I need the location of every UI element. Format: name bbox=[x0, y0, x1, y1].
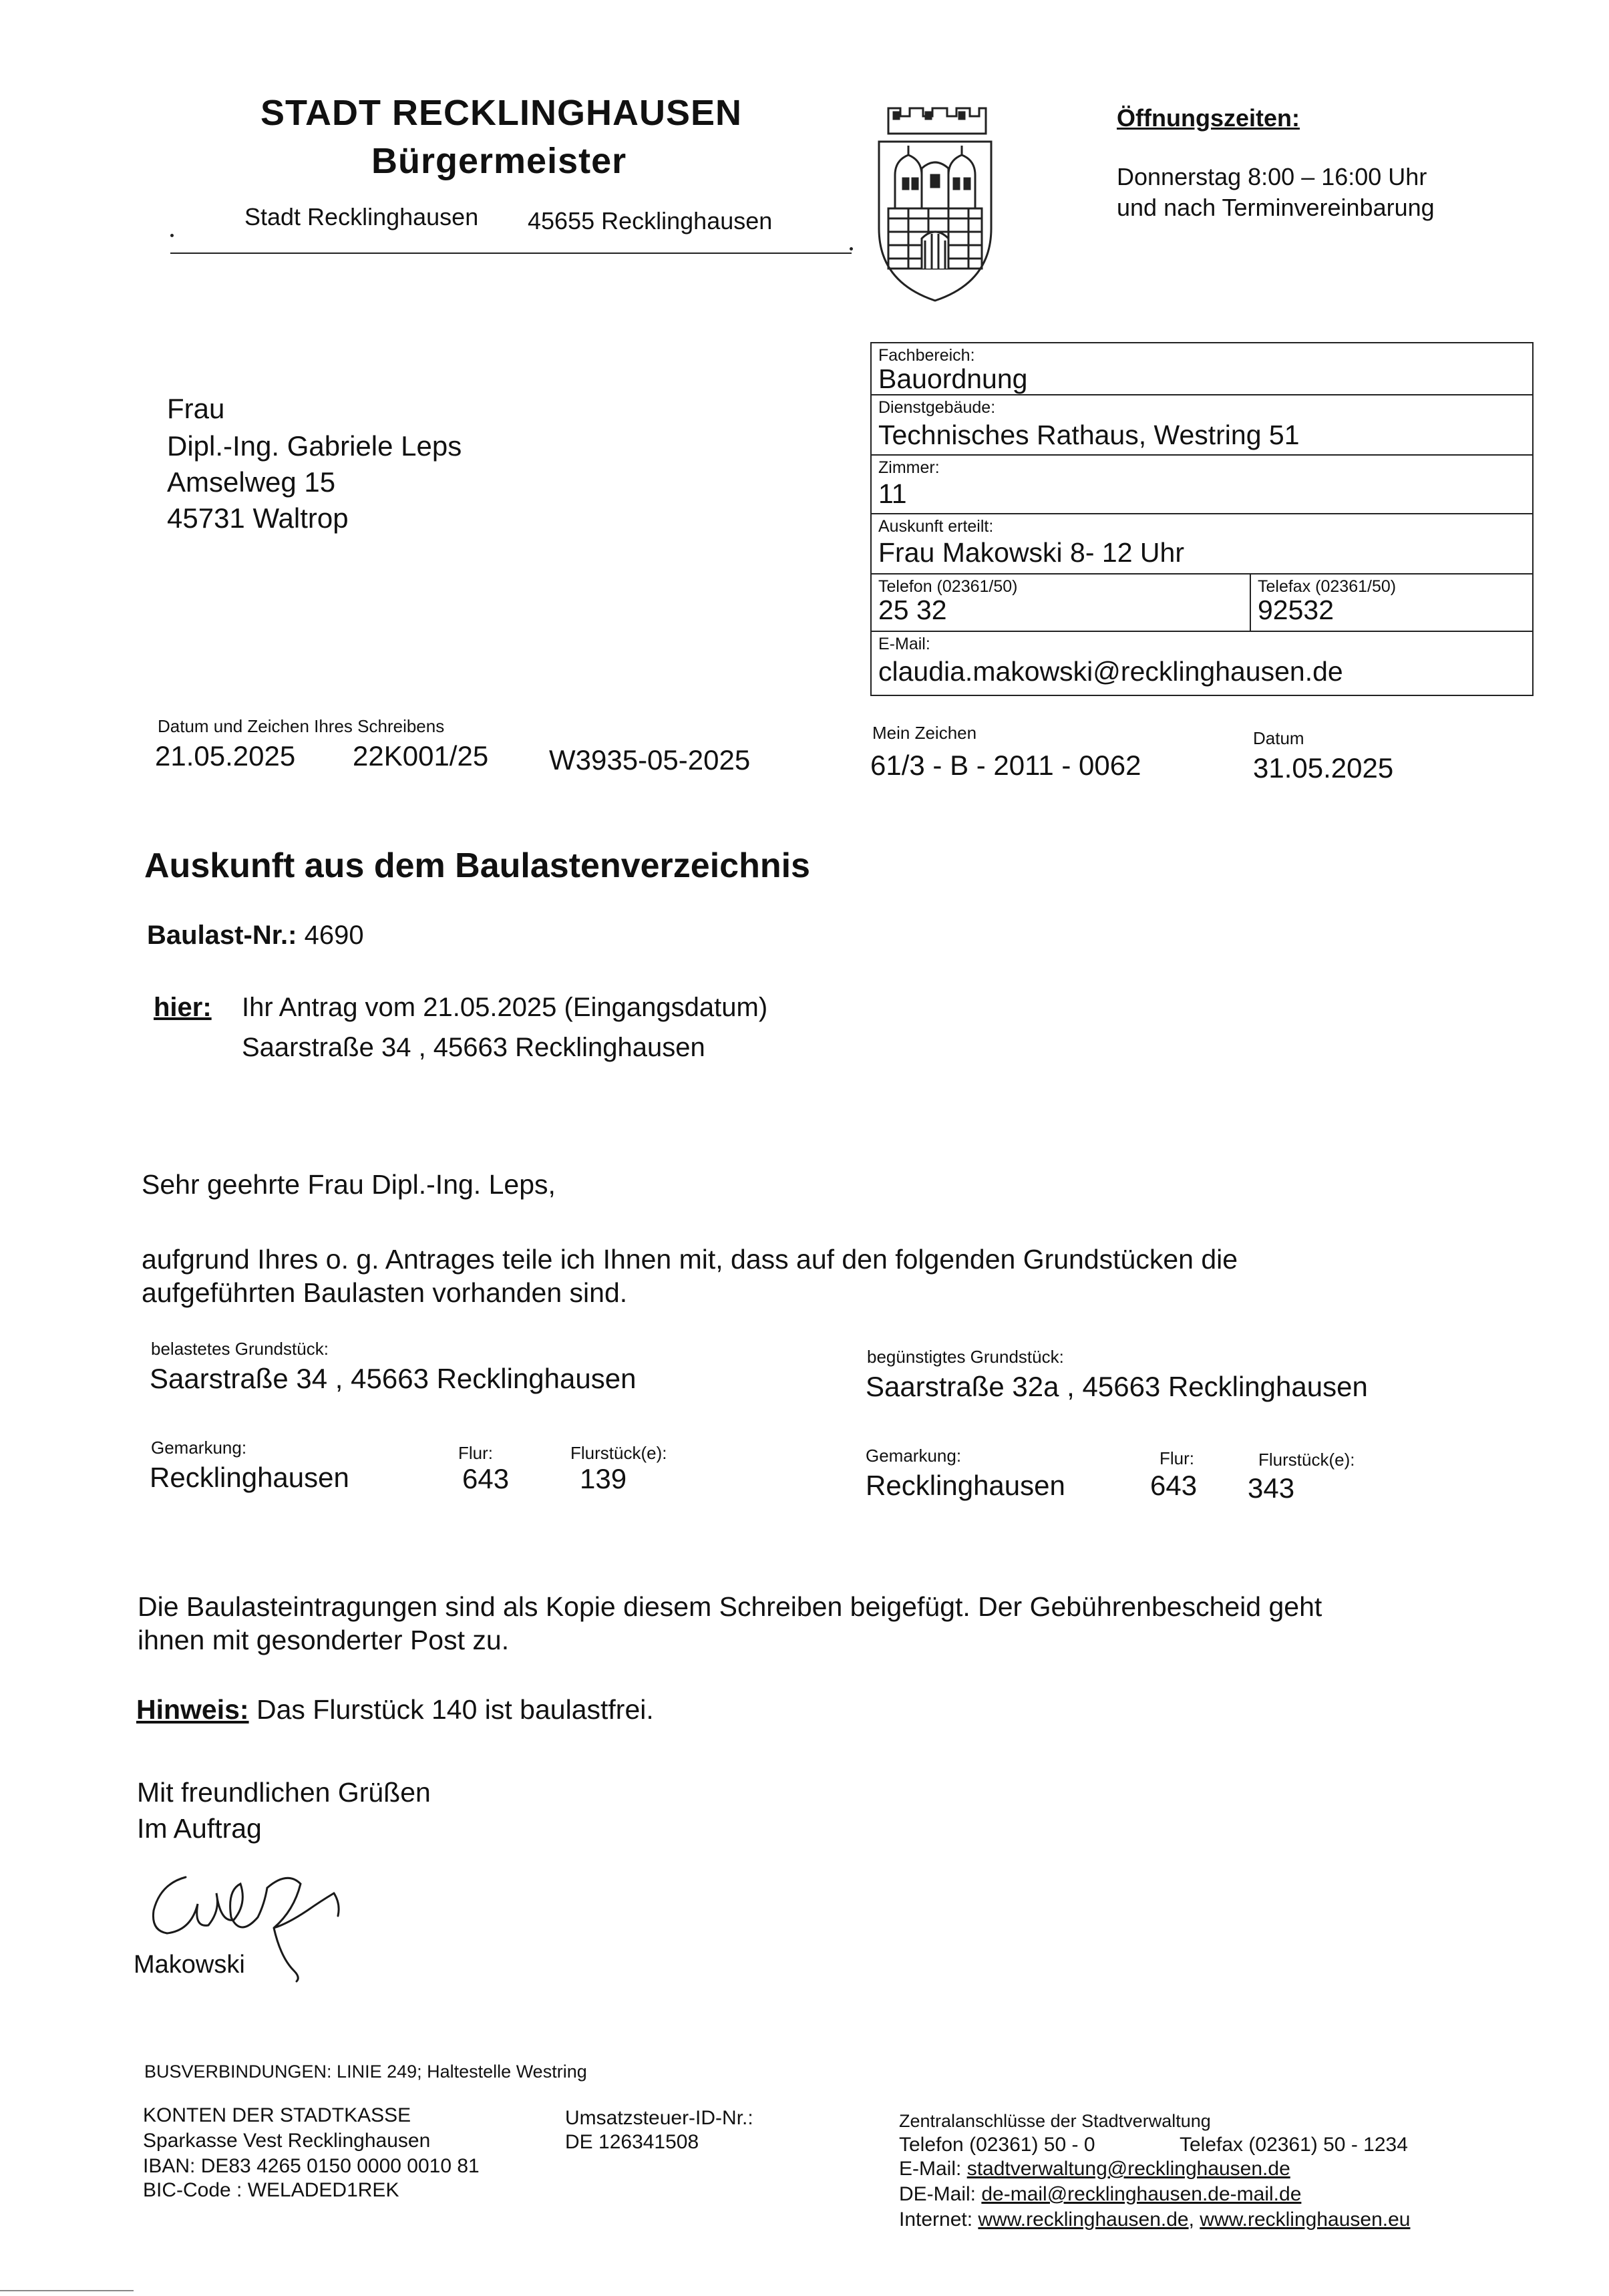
benefited-flurstueck: 343 bbox=[1248, 1472, 1295, 1504]
hinweis-label: Hinweis: bbox=[136, 1694, 249, 1725]
phone-value: 25 32 bbox=[878, 595, 947, 625]
bank-name: Sparkasse Vest Recklinghausen bbox=[143, 2130, 431, 2152]
your-reference-2: W3935-05-2025 bbox=[549, 744, 751, 776]
your-date: 21.05.2025 bbox=[155, 740, 296, 772]
benefited-gemarkung-label: Gemarkung: bbox=[866, 1446, 962, 1466]
contact-person-label: Auskunft erteilt: bbox=[878, 517, 994, 536]
benefited-parcel-label: begünstigtes Grundstück: bbox=[867, 1347, 1064, 1367]
my-reference-label: Mein Zeichen bbox=[872, 723, 977, 743]
fold-mark bbox=[170, 234, 174, 237]
paragraph-line: aufgeführten Baulasten vorhanden sind. bbox=[142, 1277, 628, 1308]
opening-hours-title: Öffnungszeiten: bbox=[1117, 104, 1300, 132]
phone-label: Telefon (02361/50) bbox=[878, 577, 1018, 596]
fachbereich-value: Bauordnung bbox=[878, 363, 1028, 394]
city-crest-icon bbox=[875, 102, 995, 305]
baulast-value: 4690 bbox=[304, 921, 364, 950]
benefited-flur: 643 bbox=[1150, 1470, 1198, 1501]
central-demail-label: DE-Mail: bbox=[899, 2183, 976, 2205]
hier-line: Ihr Antrag vom 21.05.2025 (Eingangsdatum) bbox=[242, 993, 768, 1022]
central-demail bbox=[899, 2183, 1301, 2206]
burdened-gemarkung: Recklinghausen bbox=[150, 1462, 349, 1493]
burdened-flurstueck: 139 bbox=[580, 1463, 627, 1494]
iban: IBAN: DE83 4265 0150 0000 0010 81 bbox=[143, 2155, 480, 2177]
burdened-parcel-address: Saarstraße 34 , 45663 Recklinghausen bbox=[150, 1363, 637, 1394]
contact-person-value: Frau Makowski 8- 12 Uhr bbox=[878, 537, 1184, 568]
org-subtitle: Bürgermeister bbox=[371, 141, 627, 181]
email-value[interactable]: claudia.makowski@recklinghausen.de bbox=[878, 656, 1343, 687]
hinweis-text: Das Flurstück 140 ist baulastfrei. bbox=[256, 1694, 654, 1725]
info-row-contact-person bbox=[872, 514, 1532, 575]
burdened-flur: 643 bbox=[462, 1463, 510, 1494]
hinweis bbox=[136, 1694, 654, 1726]
sender-zip-city: 45655 Recklinghausen bbox=[528, 207, 773, 234]
central-email-link[interactable]: stadtverwaltung@recklinghausen.de bbox=[966, 2158, 1290, 2180]
opening-hours-line: und nach Terminvereinbarung bbox=[1117, 194, 1435, 221]
org-title: STADT RECKLINGHAUSEN bbox=[260, 93, 742, 133]
info-row-building bbox=[872, 395, 1532, 456]
your-reference-label: Datum und Zeichen Ihres Schreibens bbox=[158, 716, 445, 736]
vat-id: DE 126341508 bbox=[565, 2131, 699, 2153]
vat-label: Umsatzsteuer-ID-Nr.: bbox=[565, 2107, 753, 2129]
burdened-flurstueck-label: Flurstück(e): bbox=[570, 1443, 667, 1463]
page-edge-rule bbox=[0, 2290, 134, 2291]
building-label: Dienstgebäude: bbox=[878, 398, 996, 417]
recipient-city: 45731 Waltrop bbox=[167, 502, 349, 534]
baulast-number bbox=[147, 921, 364, 951]
central-fax: Telefax (02361) 50 - 1234 bbox=[1180, 2134, 1408, 2156]
paragraph-line: ihnen mit gesonderter Post zu. bbox=[138, 1625, 510, 1655]
room-label: Zimmer: bbox=[878, 458, 940, 477]
internet-label: Internet: bbox=[899, 2208, 973, 2231]
building-value: Technisches Rathaus, Westring 51 bbox=[878, 420, 1300, 450]
benefited-flur-label: Flur: bbox=[1159, 1448, 1194, 1468]
email-label: E-Mail: bbox=[878, 635, 930, 653]
central-email bbox=[899, 2158, 1290, 2180]
website-separator: , bbox=[1188, 2208, 1194, 2231]
letter-subject: Auskunft aus dem Baulastenverzeichnis bbox=[144, 846, 810, 885]
info-row-phone-fax bbox=[872, 575, 1532, 632]
benefited-flurstueck-label: Flurstück(e): bbox=[1258, 1450, 1355, 1470]
benefited-parcel-address: Saarstraße 32a , 45663 Recklinghausen bbox=[866, 1371, 1368, 1402]
closing: Mit freundlichen Grüßen bbox=[137, 1777, 431, 1808]
contact-info-box bbox=[870, 342, 1534, 696]
website-link-eu[interactable]: www.recklinghausen.eu bbox=[1200, 2208, 1411, 2231]
greeting: Sehr geehrte Frau Dipl.-Ing. Leps, bbox=[142, 1169, 556, 1200]
info-row-email bbox=[872, 632, 1532, 695]
recipient-street: Amselweg 15 bbox=[167, 466, 336, 498]
central-demail-link[interactable]: de-mail@recklinghausen.de-mail.de bbox=[981, 2183, 1302, 2205]
paragraph-line: Die Baulasteintragungen sind als Kopie diesem Schreiben beigefügt. Der Gebührenbescheid geht bbox=[138, 1591, 1322, 1622]
benefited-gemarkung: Recklinghausen bbox=[866, 1470, 1065, 1501]
fax-label: Telefax (02361/50) bbox=[1258, 577, 1397, 596]
date-label: Datum bbox=[1253, 728, 1304, 748]
recipient-salutation: Frau bbox=[167, 393, 225, 424]
recipient-name: Dipl.-Ing. Gabriele Leps bbox=[167, 430, 462, 462]
bus-connections: BUSVERBINDUNGEN: LINIE 249; Haltestelle Westring bbox=[144, 2062, 587, 2082]
my-reference: 61/3 - B - 2011 - 0062 bbox=[870, 750, 1141, 781]
central-email-label: E-Mail: bbox=[899, 2158, 962, 2180]
fold-mark bbox=[850, 247, 853, 251]
info-row-fachbereich bbox=[872, 343, 1532, 395]
bic: BIC-Code : WELADED1REK bbox=[143, 2179, 399, 2201]
header-divider bbox=[170, 253, 852, 254]
cell-divider bbox=[1250, 575, 1251, 631]
signer-name: Makowski bbox=[134, 1951, 245, 1979]
your-reference-1: 22K001/25 bbox=[353, 740, 489, 772]
closing: Im Auftrag bbox=[137, 1813, 262, 1844]
baulast-label: Baulast-Nr.: bbox=[147, 921, 297, 950]
sender-city: Stadt Recklinghausen bbox=[244, 203, 479, 230]
paragraph-line: aufgrund Ihres o. g. Antrages teile ich Ihnen mit, dass auf den folgenden Grundstücken die bbox=[142, 1244, 1238, 1275]
opening-hours-line: Donnerstag 8:00 – 16:00 Uhr bbox=[1117, 163, 1427, 190]
fax-value: 92532 bbox=[1258, 595, 1334, 625]
room-value: 11 bbox=[878, 478, 907, 509]
burdened-gemarkung-label: Gemarkung: bbox=[151, 1438, 247, 1458]
accounts-title: KONTEN DER STADTKASSE bbox=[143, 2104, 411, 2126]
central-contacts-title: Zentralanschlüsse der Stadtverwaltung bbox=[899, 2111, 1211, 2131]
burdened-parcel-label: belastetes Grundstück: bbox=[151, 1339, 329, 1359]
hier-label: hier: bbox=[154, 993, 212, 1022]
letter-date: 31.05.2025 bbox=[1253, 752, 1394, 784]
hier-line: Saarstraße 34 , 45663 Recklinghausen bbox=[242, 1033, 705, 1062]
burdened-flur-label: Flur: bbox=[458, 1443, 493, 1463]
central-phone: Telefon (02361) 50 - 0 bbox=[899, 2134, 1095, 2156]
fachbereich-label: Fachbereich: bbox=[878, 346, 975, 365]
central-internet bbox=[899, 2208, 1410, 2231]
info-row-room bbox=[872, 456, 1532, 514]
website-link-de[interactable]: www.recklinghausen.de bbox=[978, 2208, 1189, 2231]
